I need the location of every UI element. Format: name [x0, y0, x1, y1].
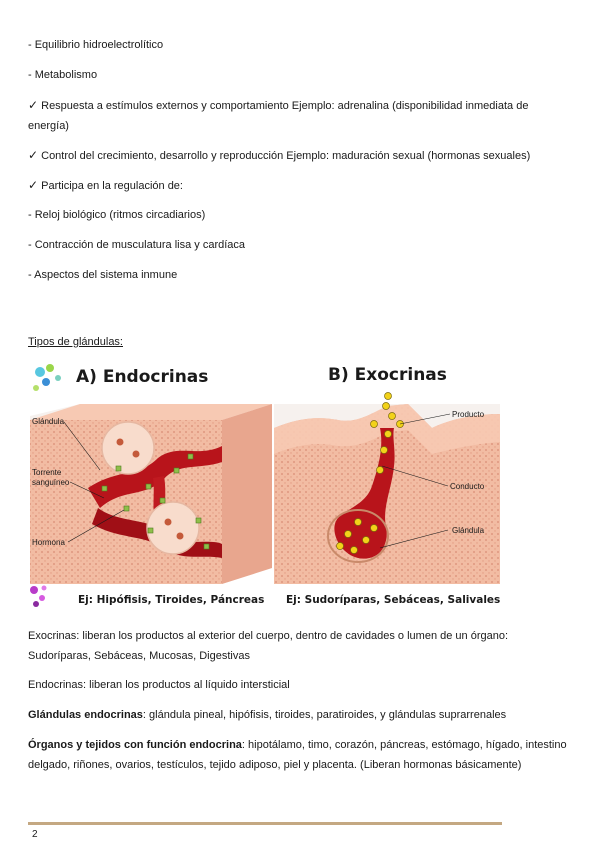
label-torrente-line2: sanguíneo — [32, 478, 70, 487]
list-item-control — [28, 145, 530, 166]
bold-term: Glándulas endocrinas — [28, 709, 143, 721]
checkmark-icon: ✓ — [28, 98, 39, 112]
list-item-reloj: - Reloj biológico (ritmos circadiarios) — [28, 209, 206, 221]
molecule-icon — [33, 364, 61, 391]
footer-rule — [28, 822, 502, 825]
title-exocrinas: B) Exocrinas — [328, 365, 447, 385]
label-torrente-line1: Torrente — [32, 468, 62, 477]
endocrine-tissue-diagram — [30, 404, 272, 584]
section-heading: Tipos de glándulas: — [28, 336, 123, 348]
paragraph-exocrinas: Exocrinas: liberan los productos al exterior del cuerpo, dentro de cavidades o lumen de un órgano: Sudoríparas, Sebáceas, Mucosas, Digestivas — [28, 630, 509, 662]
caption-exocrinas: Ej: Sudoríparas, Sebáceas, Salivales — [286, 594, 501, 606]
label-conducto: Conducto — [450, 482, 485, 491]
paragraph-text: : glándula pineal, hipófisis, tiroides, paratiroides, y glándulas suprarrenales — [142, 709, 507, 721]
list-item-text: Control del crecimiento, desarrollo y reproducción Ejemplo: maduración sexual (hormonas sexuales) — [38, 150, 531, 162]
list-item-respuesta — [28, 95, 563, 136]
title-endocrinas: A) Endocrinas — [76, 367, 209, 387]
glands-illustration — [28, 358, 502, 612]
label-hormona: Hormona — [32, 538, 65, 547]
label-glandula-a: Glándula — [32, 417, 65, 426]
list-item-equilibrio: - Equilibrio hidroelectrolítico — [28, 39, 164, 51]
list-item-inmune: - Aspectos del sistema inmune — [28, 269, 178, 281]
list-item-text: Respuesta a estímulos externos y comportamiento Ejemplo: adrenalina (disponibilidad inmediata de energía) — [28, 100, 529, 132]
page-number: 2 — [32, 829, 38, 840]
checkmark-icon: ✓ — [28, 178, 39, 192]
label-glandula-b: Glándula — [452, 526, 485, 535]
label-producto: Producto — [452, 410, 485, 419]
paragraph-glandulas-endocrinas — [28, 705, 506, 725]
caption-endocrinas: Ej: Hipófisis, Tiroides, Páncreas — [78, 594, 265, 606]
list-item-regulacion — [28, 175, 183, 196]
paragraph-endocrinas: Endocrinas: liberan los productos al líquido intersticial — [28, 679, 290, 691]
bold-term: Órganos y tejidos con función endocrina — [28, 739, 242, 751]
molecule-icon — [30, 586, 47, 608]
list-item-metabolismo: - Metabolismo — [28, 69, 98, 81]
paragraph-organos — [28, 735, 568, 775]
list-item-contraccion: - Contracción de musculatura lisa y cardíaca — [28, 239, 246, 251]
paragraph-text: : hipotálamo, timo, corazón, páncreas, estómago, hígado, intestino delgado, riñones, ovarios, testículos, tejido adiposo, piel y placenta. (Liberan hormonas básicamente) — [28, 739, 567, 771]
checkmark-icon: ✓ — [28, 148, 39, 162]
list-item-text: Participa en la regulación de: — [38, 180, 183, 192]
